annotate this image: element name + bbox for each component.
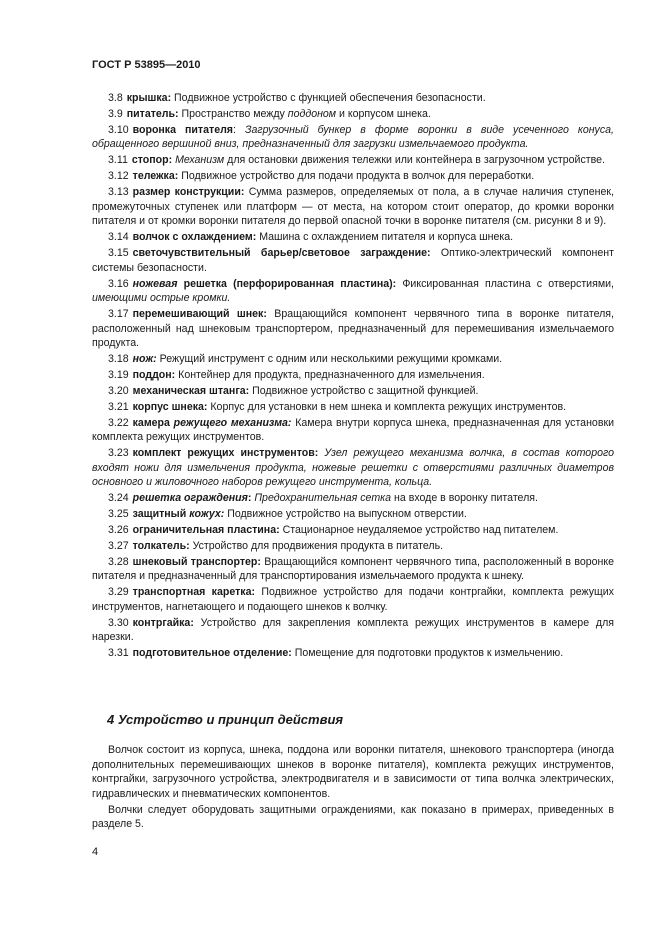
term-text: : [233, 123, 245, 136]
term-name: размер конструкции: [132, 186, 245, 199]
term-definition [92, 539, 614, 554]
term-name: : [247, 492, 252, 505]
term-name: контргайка: [132, 616, 194, 629]
term-text: Камера внутри корпуса шнека, предназначенная для установки комплекта режущих инструментов. [92, 416, 614, 444]
term-definition [92, 368, 614, 383]
term-text: Вращающийся компонент червячного типа, расположенный в воронке питателя и предназначенный для транспортирования измельчаемого продукта к шнеку. [92, 555, 615, 583]
term-name: тележка: [132, 170, 179, 183]
term-name: механическая штанга: [132, 384, 250, 397]
term-name: светочувствительный барьер/световое заграждение: [132, 247, 431, 260]
term-definition [92, 230, 614, 245]
term-text: Загрузочный бункер в форме воронки в виде усеченного конуса, обращенного вершиной вниз, предназначенный для загрузки измельчаемого продукта. [92, 123, 614, 151]
term-number: 3.27 [108, 539, 129, 552]
term-number: 3.13 [108, 186, 129, 199]
term-number: 3.23 [108, 447, 129, 460]
term-definition [92, 307, 614, 351]
section-body [92, 743, 614, 833]
term-text: Пространство между [178, 107, 288, 120]
term-definition [92, 555, 614, 584]
term-definition [92, 153, 614, 168]
term-name: стопор: [131, 154, 173, 167]
term-definition [92, 616, 614, 645]
term-definition [92, 123, 614, 152]
term-text: Контейнер для продукта, предназначенного для измельчения. [175, 368, 485, 381]
term-text: на входе в воронку питателя. [391, 492, 538, 505]
term-number: 3.26 [108, 523, 129, 536]
term-text: Устройство для закрепления комплекта режущих инструментов в камере для нарезки. [92, 616, 614, 644]
section-title: 4 Устройство и принцип действия [107, 712, 344, 727]
term-text: Подвижное устройство с защитной функцией. [249, 384, 479, 397]
term-name: ограничительная пластина: [132, 523, 280, 536]
term-text: Подвижное устройство на выпускном отверстии. [224, 508, 467, 521]
term-number: 3.16 [108, 277, 129, 290]
section-paragraph: Волчки следует оборудовать защитными ограждениями, как показано в примерах, приведенных в разделе 5. [92, 803, 614, 831]
term-name: режущего механизма: [173, 416, 292, 429]
term-text: Сумма размеров, определяемых от пола, а в случае наличия ступенек, промежуточных ступенек или платформ — от места, на котором стоит оператор, до кромки воронки питателя и от кромки воронки питателя до первой опасной точки в воронке питателя (см. рисунки 8 и 9). [92, 186, 614, 228]
term-name: защитный [132, 508, 190, 521]
term-definition [92, 246, 614, 275]
term-text: Подвижное устройство с функцией обеспечения безопасности. [171, 92, 486, 104]
term-number: 3.30 [108, 616, 129, 629]
term-number: 3.10 [108, 123, 129, 136]
term-number: 3.15 [108, 247, 129, 260]
term-text: Предохранительная сетка [254, 492, 392, 505]
term-definition [92, 185, 614, 229]
term-number: 3.18 [108, 353, 129, 366]
term-name: перемешивающий шнек: [132, 307, 267, 320]
term-number: 3.11 [108, 154, 128, 167]
page-number: 4 [92, 846, 99, 858]
term-text: для остановки движения тележки или контейнера в загрузочном устройстве. [224, 154, 605, 167]
term-definition [92, 400, 614, 415]
term-number: 3.29 [108, 586, 129, 599]
term-text: поддоном [287, 107, 337, 120]
term-name: толкатель: [132, 539, 190, 552]
term-definition [92, 585, 614, 614]
term-text: Подвижное устройство для подачи продукта в волчок для переработки. [178, 170, 535, 183]
term-definition [92, 277, 614, 306]
term-number: 3.17 [108, 307, 129, 320]
term-text: Оптико-электрический компонент системы безопасности. [92, 247, 614, 274]
term-name: решетка (перфорированная пластина): [177, 277, 397, 290]
term-definition [92, 107, 614, 122]
term-definition [92, 169, 614, 184]
term-text: имеющими острые кромки. [92, 292, 231, 305]
term-text: Механизм [175, 154, 225, 167]
term-definition [92, 446, 614, 490]
term-definition [92, 507, 614, 522]
term-text: Корпус для установки в нем шнека и комплекта режущих инструментов. [207, 400, 567, 413]
term-text: Машина с охлаждением питателя и корпуса шнека. [256, 231, 514, 244]
term-number: 3.28 [108, 555, 129, 568]
term-text: Режущий инструмент с одним или несколькими режущими кромками. [156, 353, 503, 366]
term-definition [92, 491, 614, 506]
term-name: волчок с охлаждением: [132, 231, 257, 244]
term-definition [92, 523, 614, 538]
term-text: Узел режущего механизма волчка, в состав которого входят ножи для измельчения продукта, ножевые решетки с отверстиями различных диаметров основного и жиловочного наборов режущего инструмента, кольца. [92, 447, 614, 489]
term-number: 3.12 [108, 170, 129, 183]
term-name: кожух: [189, 508, 225, 521]
term-number: 3.24 [108, 492, 129, 505]
term-number: 3.22 [108, 416, 129, 429]
term-name: поддон: [132, 368, 176, 381]
document-header: ГОСТ Р 53895—2010 [92, 59, 201, 71]
term-text: Устройство для продвижения продукта в питатель. [189, 539, 444, 552]
term-name: решетка ограждения [132, 492, 248, 505]
term-name: нож: [132, 353, 157, 366]
term-text: Вращающийся компонент червячного типа в воронке питателя, расположенный над шнековым транспортером, предназначенный для перемешивания измельчаемого продукта. [92, 307, 614, 350]
term-text: Стационарное неудаляемое устройство над питателем. [279, 523, 559, 536]
term-number: 3.19 [108, 368, 129, 381]
term-definition [92, 416, 614, 445]
term-name: воронка питателя [132, 123, 233, 136]
term-number: 3.9 [108, 107, 123, 120]
term-number: 3.21 [108, 400, 129, 413]
term-name: крышка: [126, 92, 172, 104]
term-number: 3.20 [108, 384, 129, 397]
term-number: 3.14 [108, 231, 129, 244]
term-text: Помещение для подготовки продуктов к измельчению. [291, 647, 564, 660]
term-number: 3.31 [108, 647, 129, 660]
term-definition [92, 384, 614, 399]
term-text: Подвижное устройство для подачи контргайки, комплекта режущих инструментов, нагнетающего и подающего шнеков к волчку. [92, 586, 614, 613]
section-paragraph: Волчок состоит из корпуса, шнека, поддона или воронки питателя, шнекового транспортера (иногда дополнительных перемешивающих шнеков в воронке питателя), комплекта режущих инструментов, контргайки, загрузочного устройства, электродвигателя и в зависимости от типа волчка электрических, гидравлических и пневматических компонентов. [92, 744, 614, 800]
term-name: подготовительное отделение: [132, 647, 292, 660]
term-text: Фиксированная пластина с отверстиями, [396, 277, 614, 290]
terms-list [92, 91, 614, 662]
term-name: комплект режущих инструментов: [132, 447, 319, 460]
term-number: 3.8 [108, 92, 123, 104]
term-number: 3.25 [108, 508, 129, 521]
term-text: и корпусом шнека. [336, 107, 431, 120]
term-definition [92, 91, 614, 106]
term-name: транспортная каретка: [132, 586, 256, 599]
term-name: камера [132, 416, 174, 429]
term-name: шнековый транспортер: [132, 555, 261, 568]
term-name: питатель: [126, 107, 179, 120]
term-definition [92, 646, 614, 661]
term-name: корпус шнека: [132, 400, 208, 413]
term-name: ножевая [132, 277, 178, 290]
term-definition [92, 352, 614, 367]
